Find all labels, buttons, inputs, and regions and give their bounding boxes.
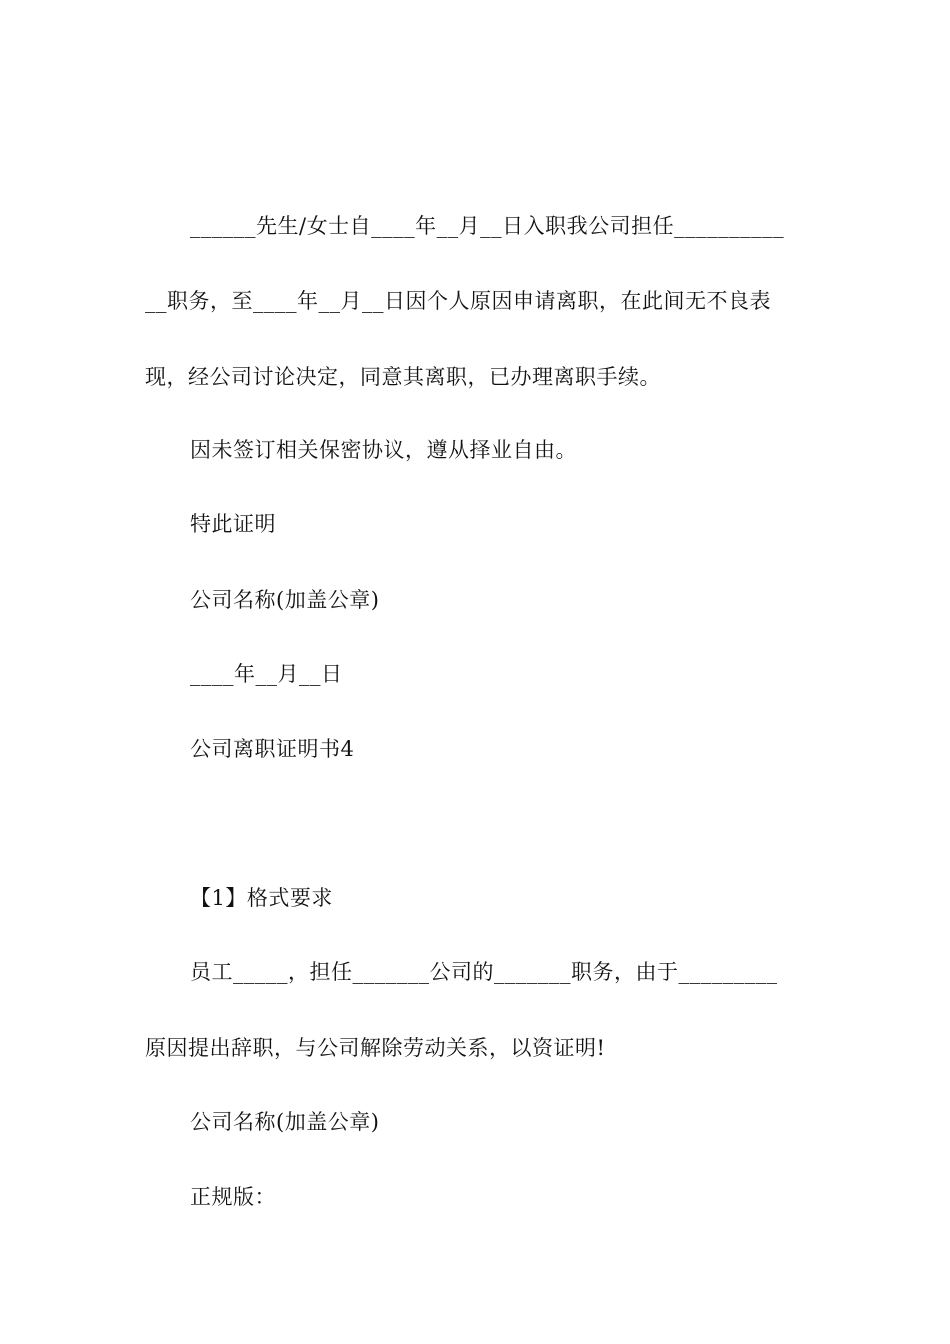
- employee-paragraph-line-1: 员工_____，担任_______公司的_______职务，由于_________: [190, 960, 778, 984]
- certificate-paragraph-line-2: __职务，至____年__月__日因个人原因申请离职，在此间无不良表: [145, 289, 771, 313]
- confidentiality-note: 因未签订相关保密协议，遵从择业自由。: [190, 438, 577, 462]
- employee-paragraph-line-2: 原因提出辞职，与公司解除劳动关系，以资证明!: [145, 1036, 606, 1060]
- company-name-seal-1: 公司名称(加盖公章): [190, 588, 380, 612]
- certificate-paragraph-line-3: 现，经公司讨论决定，同意其离职，已办理离职手续。: [145, 365, 661, 389]
- company-name-seal-2: 公司名称(加盖公章): [190, 1110, 380, 1134]
- certificate-paragraph-line-1: ______先生/女士自____年__月__日入职我公司担任__________: [190, 214, 785, 238]
- formal-version-label: 正规版：: [190, 1185, 276, 1209]
- format-requirement-heading: 【1】格式要求: [190, 886, 333, 910]
- section-heading-4: 公司离职证明书4: [190, 737, 355, 761]
- date-blank-line: ____年__月__日: [190, 662, 343, 686]
- certification-statement: 特此证明: [190, 512, 276, 536]
